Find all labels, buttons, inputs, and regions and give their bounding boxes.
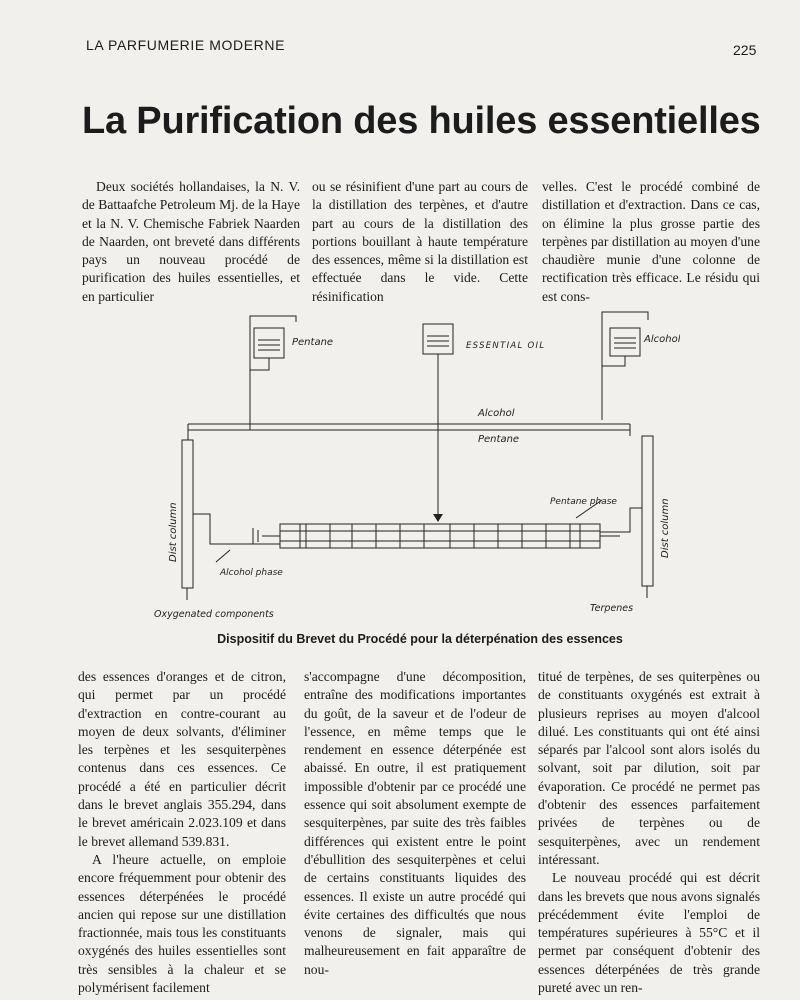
label-alcohol-tank: Alcohol [644, 334, 680, 345]
text-column-bottom-1 [78, 668, 286, 997]
label-alcohol-line: Alcohol [478, 408, 515, 419]
label-alcohol-phase: Alcohol phase [220, 568, 283, 578]
left-dist-column [182, 440, 193, 588]
text-column-top-3 [542, 178, 760, 306]
paragraph: velles. C'est le procédé combiné de distillation et d'extraction. Dans ce cas, on élimine la plus grosse partie des terpènes par distillation au moyen d'une chaudière munie d'une colonne de rectification très efficace. Le résidu qui est cons- [542, 179, 760, 304]
running-title: LA PARFUMERIE MODERNE [86, 37, 286, 53]
label-terpenes: Terpenes [590, 603, 634, 614]
flow-arrow [433, 514, 443, 522]
label-pentane-tank: Pentane [292, 337, 334, 348]
paragraph: ou se résinifient d'une part au cours de la distillation des terpènes, et d'autre part au cours de la distillation des portions bouillant à haute température des essences, même si la distillation est effectuée dans le vide. Cette résinification [312, 179, 528, 304]
label-pentane-phase: Pentane phase [550, 497, 617, 507]
text-column-bottom-3 [538, 668, 760, 997]
alcohol-tank [610, 328, 640, 356]
text-column-top-2 [312, 178, 528, 306]
paragraph: des essences d'oranges et de citron, qui permet par un procédé d'extraction en contre-courant au moyen de deux solvants, d'éliminer les terpènes et les sesquiterpènes contenus dans ces essences. Ce procédé a été en particulier décrit dans le brevet anglais 355.294, dans le brevet américain 2.023.109 et dans le brevet allemand 539.831. [78, 669, 286, 849]
essential-oil-tank [423, 324, 453, 354]
label-essential-oil: ESSENTIAL OIL [466, 341, 546, 351]
page-number: 225 [733, 42, 757, 58]
article-title: La Purification des huiles essentielles [82, 100, 761, 142]
label-left-column: Dist column [168, 502, 179, 562]
text-column-top-1 [82, 178, 300, 306]
pentane-tank [254, 328, 284, 358]
paragraph: A l'heure actuelle, on emploie encore fréquemment pour obtenir des essences déterpénées le procédé ancien qui repose sur une distillation fractionnée, mais tous les constituants oxygénés des huiles essentielles sont très sensibles à la chaleur et se polymérisent facilement [78, 851, 286, 996]
label-right-column: Dist column [660, 498, 671, 558]
label-pentane-line: Pentane [478, 434, 520, 445]
paragraph: Le nouveau procédé qui est décrit dans les brevets que nous avons signalés précédemment évite l'emploi de températures supérieures à 55°C et il permet par conséquent d'obtenir des essences déterpénées de très grande pureté avec un ren- [538, 870, 760, 996]
label-oxygenated: Oxygenated components [154, 609, 274, 620]
extractor-tube [280, 524, 600, 548]
paragraph: s'accompagne d'une décomposition, entraîne des modifications importantes du goût, de la saveur et de l'odeur de l'essence, en même temps que le rendement en essence déterpénée est abaissé. En outre, il est pratiquement impossible d'obtenir par ce procédé une essence qui soit absolument exempte de sesquiterpènes, par suite des très faibles différences qui existent entre le point d'ébullition des sesquiterpènes et celui de certains constituants liquides des essences. Il existe un autre procédé qui évite certaines des difficultés que nous venons de signaler, mais qui malheureusement en fait apparaître de nou- [304, 669, 526, 977]
figure-caption: Dispositif du Brevet du Procédé pour la déterpénation des essences [217, 632, 623, 646]
text-column-bottom-2 [304, 668, 526, 979]
apparatus-diagram [140, 300, 680, 625]
right-dist-column [642, 436, 653, 586]
paragraph: Deux sociétés hollandaises, la N. V. de Battaafche Petroleum Mj. de la Haye et la N. V. Chemische Fabriek Naarden de Naarden, ont breveté dans différents pays un nouveau procédé de purification des huiles essentielles, et en particulier [82, 179, 300, 304]
paragraph: titué de terpènes, de ses quiterpènes ou de constituants oxygénés est extrait à plusieurs reprises au moyen d'alcool dilué. Les constituants qui ont été ainsi séparés par l'alcool sont alors isolés du solvant, soit par dilution, soit par évaporation. Ce procédé ne permet pas d'obtenir des essences parfaitement privées de terpènes ou de sesquiterpènes, avec un rendement intéressant. [538, 669, 760, 867]
